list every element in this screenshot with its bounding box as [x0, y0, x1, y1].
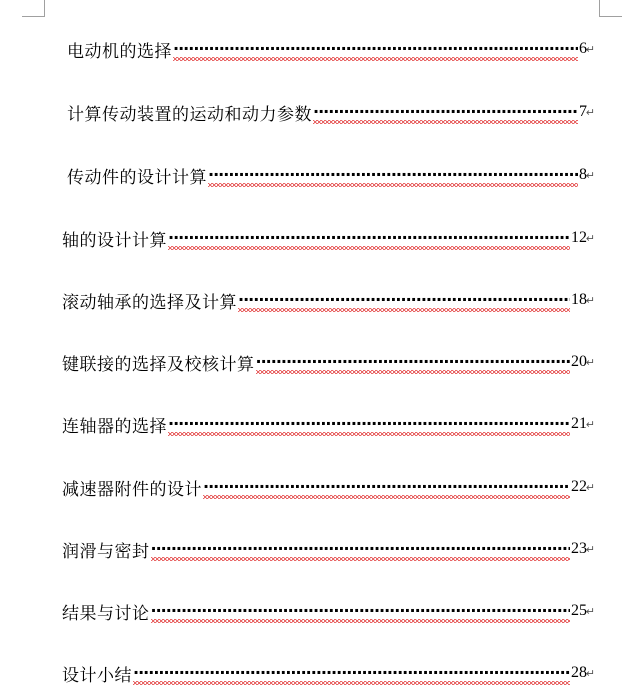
- toc-entry[interactable]: [62, 350, 587, 374]
- toc-entry-page: 18: [571, 291, 587, 308]
- toc-entry-title: 结果与讨论: [62, 603, 150, 624]
- toc-leader: [256, 350, 571, 374]
- paragraph-mark-icon: ↵: [585, 605, 595, 618]
- toc-leader: [151, 599, 571, 623]
- toc-entry[interactable]: [62, 226, 587, 250]
- paragraph-mark-icon: ↵: [585, 356, 595, 369]
- spellcheck-underline: [313, 120, 578, 124]
- toc-entry-page: 22: [571, 478, 587, 495]
- toc-entry-page: 20: [571, 353, 587, 370]
- paragraph-mark-icon: ↵: [585, 543, 595, 556]
- toc-entry[interactable]: [67, 37, 587, 61]
- toc-entry-page: 6: [579, 40, 587, 57]
- toc-leader: [151, 537, 571, 561]
- toc-entry-page: 28: [571, 664, 587, 681]
- spellcheck-underline: [173, 57, 578, 61]
- spellcheck-underline: [151, 557, 571, 561]
- toc-entry[interactable]: [67, 163, 587, 187]
- spellcheck-underline: [168, 246, 570, 250]
- toc-entry[interactable]: [62, 599, 587, 623]
- paragraph-mark-icon: ↵: [585, 106, 595, 119]
- paragraph-mark-icon: ↵: [585, 43, 595, 56]
- toc-entry-title: 润滑与密封: [62, 541, 150, 562]
- toc-entry[interactable]: [62, 537, 587, 561]
- toc-entry-page: 7: [579, 103, 587, 120]
- paragraph-mark-icon: ↵: [585, 418, 595, 431]
- spellcheck-underline: [133, 681, 570, 685]
- toc-entry-title: 设计小结: [62, 665, 132, 686]
- spellcheck-underline: [168, 432, 570, 436]
- toc-leader: [168, 226, 570, 250]
- spellcheck-underline: [256, 370, 571, 374]
- toc-leader: [168, 412, 570, 436]
- spellcheck-underline: [208, 183, 578, 187]
- toc-entry[interactable]: [62, 288, 587, 312]
- toc-entry[interactable]: [62, 412, 587, 436]
- toc-entry-title: 计算传动装置的运动和动力参数: [67, 104, 312, 125]
- toc-leader: [173, 37, 578, 61]
- toc-entry[interactable]: [62, 475, 587, 499]
- toc-entry-title: 连轴器的选择: [62, 416, 167, 437]
- spellcheck-underline: [151, 619, 571, 623]
- toc-entry[interactable]: [67, 100, 587, 124]
- toc-leader: [238, 288, 570, 312]
- toc-entry-page: 12: [571, 229, 587, 246]
- toc-entry-page: 23: [571, 540, 587, 557]
- toc-entry-title: 键联接的选择及校核计算: [62, 354, 255, 375]
- toc-entry-title: 减速器附件的设计: [62, 479, 202, 500]
- paragraph-mark-icon: ↵: [585, 667, 595, 680]
- toc-leader: [313, 100, 578, 124]
- toc-leader: [133, 661, 570, 685]
- toc-entry-page: 25: [571, 602, 587, 619]
- paragraph-mark-icon: ↵: [585, 169, 595, 182]
- toc-entry-title: 滚动轴承的选择及计算: [62, 292, 237, 313]
- toc-entry-title: 传动件的设计计算: [67, 167, 207, 188]
- toc-leader: [208, 163, 578, 187]
- toc-leader: [203, 475, 570, 499]
- toc-entry[interactable]: [62, 661, 587, 685]
- toc-entry-title: 轴的设计计算: [62, 230, 167, 251]
- paragraph-mark-icon: ↵: [585, 232, 595, 245]
- toc-entry-page: 21: [571, 415, 587, 432]
- spellcheck-underline: [203, 495, 570, 499]
- paragraph-mark-icon: ↵: [585, 481, 595, 494]
- spellcheck-underline: [238, 308, 570, 312]
- paragraph-mark-icon: ↵: [585, 294, 595, 307]
- toc-entry-title: 电动机的选择: [67, 41, 172, 62]
- toc-entry-page: 8: [579, 166, 587, 183]
